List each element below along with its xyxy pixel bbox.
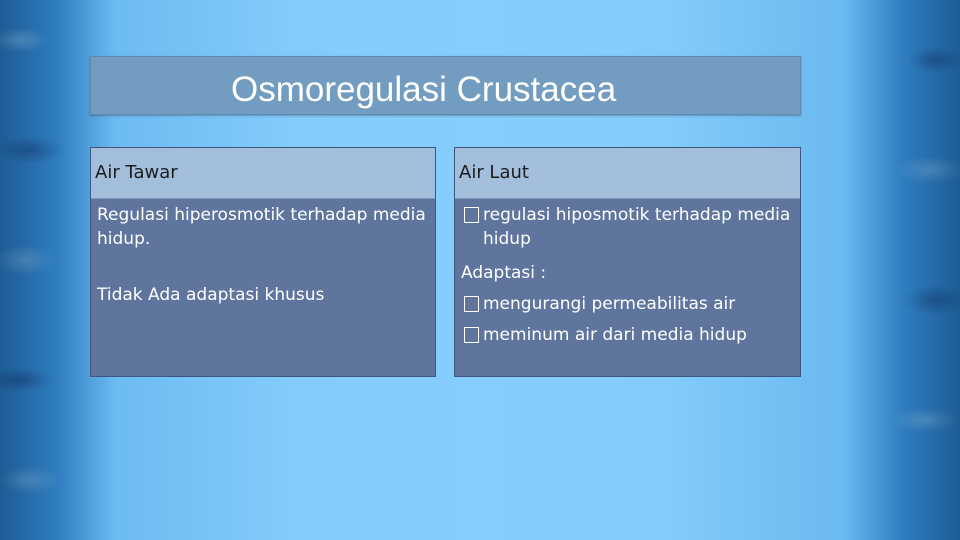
title-bar <box>90 56 801 115</box>
panel-air-tawar <box>90 147 436 377</box>
background-wave-right <box>885 0 960 540</box>
checkbox-bullet-icon <box>464 296 479 312</box>
background-wave-left <box>0 0 75 540</box>
adaptasi-label: Adaptasi : <box>461 263 547 283</box>
panel-body-air-tawar <box>91 199 435 307</box>
checkbox-bullet-icon <box>464 327 479 343</box>
bullet-item <box>461 320 800 351</box>
text-regulasi-hiperosmotik: Regulasi hiperosmotik terhadap media hidup. <box>97 205 426 249</box>
checkbox-bullet-icon <box>464 207 479 223</box>
panel-header-air-tawar: Air Tawar <box>91 148 435 199</box>
panel-air-laut <box>454 147 801 377</box>
text-tidak-ada-adaptasi: Tidak Ada adaptasi khusus <box>97 285 325 305</box>
bullet-text: regulasi hiposmotik terhadap media hidup <box>483 205 791 249</box>
slide-title: Osmoregulasi Crustacea <box>231 70 617 109</box>
bullet-item <box>461 289 800 320</box>
panel-header-air-laut: Air Laut <box>455 148 800 199</box>
bullet-text: meminum air dari media hidup <box>483 325 747 345</box>
bullet-text: mengurangi permeabilitas air <box>483 294 736 314</box>
panel-body-air-laut <box>455 199 800 351</box>
bullet-item <box>461 203 800 251</box>
